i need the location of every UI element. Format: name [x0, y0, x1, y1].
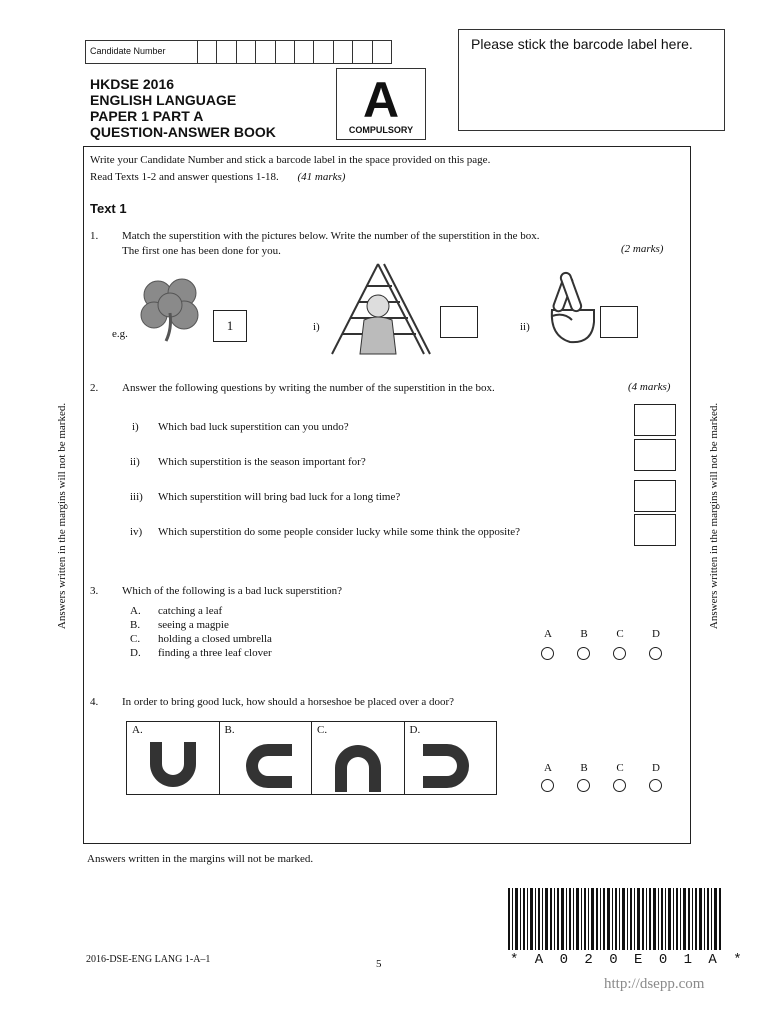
- q3-option-text: seeing a magpie: [158, 619, 229, 631]
- bottom-margin-note: Answers written in the margins will not be marked.: [87, 853, 314, 865]
- right-margin-note: Answers written in the margins will not be marked.: [708, 402, 720, 630]
- left-margin-note: Answers written in the margins will not be marked.: [56, 402, 68, 630]
- compulsory-label: COMPULSORY: [348, 125, 414, 135]
- candidate-digit-cell[interactable]: [353, 41, 372, 63]
- horseshoe-options: [127, 721, 497, 795]
- horseshoe-option-b: [219, 721, 313, 795]
- ladder-image: [326, 262, 432, 356]
- q3-answer-circle-b[interactable]: [577, 647, 590, 660]
- q2-answer-box[interactable]: [634, 514, 676, 546]
- booklet-barcode: [508, 888, 723, 950]
- horseshoe-option-label: D.: [409, 724, 421, 736]
- barcode-text: * A 0 2 0 E 0 1 A *: [510, 952, 746, 968]
- q4-text: In order to bring good luck, how should a horseshoe be placed over a door?: [122, 696, 455, 708]
- candidate-digit-cell[interactable]: [334, 41, 353, 63]
- q3-option-text: catching a leaf: [158, 605, 223, 617]
- horseshoe-option-label: C.: [317, 724, 328, 736]
- q2-part-text: Which superstition do some people consider lucky while some think the opposite?: [158, 526, 521, 538]
- q3-answer-circle-a[interactable]: [541, 647, 554, 660]
- horseshoe-open-up-image: [142, 738, 204, 794]
- source-url: http://dsepp.com: [604, 976, 705, 992]
- total-marks: (41 marks): [297, 171, 346, 183]
- q4-answer-circle-d[interactable]: [649, 779, 662, 792]
- q1-marks: (2 marks): [621, 243, 664, 255]
- candidate-digit-cell[interactable]: [295, 41, 314, 63]
- q1-number: 1.: [90, 230, 99, 242]
- clover-image: [136, 277, 206, 343]
- q4-answer-circle-c[interactable]: [613, 779, 626, 792]
- part-letter: A: [362, 72, 400, 128]
- q2-answer-box[interactable]: [634, 404, 676, 436]
- barcode-prompt: Please stick the barcode label here.: [471, 36, 693, 52]
- q1-item-i-answer-box[interactable]: [440, 306, 478, 338]
- exam-title-block: [90, 76, 276, 140]
- q1-item-i-label: i): [313, 321, 320, 333]
- q3-answer-letter: B: [580, 628, 588, 640]
- horseshoe-open-down-image: [327, 738, 389, 794]
- candidate-digit-cell[interactable]: [217, 41, 236, 63]
- candidate-digit-cell[interactable]: [198, 41, 217, 63]
- q3-option-text: holding a closed umbrella: [158, 633, 272, 645]
- q4-answer-letter: D: [652, 762, 660, 774]
- horseshoe-open-right-image: [234, 738, 296, 794]
- q1-eg-label: e.g.: [112, 328, 128, 340]
- instruction-line-2: [90, 171, 345, 183]
- q2-part-label: iii): [130, 491, 143, 503]
- q1-item-ii-answer-box[interactable]: [600, 306, 638, 338]
- q4-answer-letter: B: [580, 762, 588, 774]
- q1-item-ii-label: ii): [520, 321, 530, 333]
- horseshoe-option-label: A.: [132, 724, 143, 736]
- instruction-line-1: Write your Candidate Number and stick a barcode label in the space provided on this page.: [90, 154, 491, 166]
- horseshoe-option-c: [311, 721, 405, 795]
- q4-number: 4.: [90, 696, 99, 708]
- q2-answer-box[interactable]: [634, 439, 676, 471]
- horseshoe-option-a: [126, 721, 220, 795]
- q1-text-2: The first one has been done for you.: [122, 245, 281, 257]
- q2-part-text: Which superstition is the season important for?: [158, 456, 366, 468]
- exam-paper: PAPER 1 PART A: [90, 108, 204, 124]
- q3-answer-circle-c[interactable]: [613, 647, 626, 660]
- exam-book: QUESTION-ANSWER BOOK: [90, 124, 276, 140]
- candidate-digit-cell[interactable]: [256, 41, 275, 63]
- horseshoe-option-d: [404, 721, 498, 795]
- q2-part-text: Which superstition will bring bad luck for a long time?: [158, 491, 401, 503]
- exam-year: HKDSE 2016: [90, 76, 175, 92]
- paper-code: 2016-DSE-ENG LANG 1-A–1: [86, 954, 211, 965]
- exam-subject: ENGLISH LANGUAGE: [90, 92, 237, 108]
- q2-number: 2.: [90, 382, 99, 394]
- q4-answer-letter: C: [616, 762, 624, 774]
- q3-text: Which of the following is a bad luck superstition?: [122, 585, 342, 597]
- candidate-digit-cell[interactable]: [237, 41, 256, 63]
- q4-answer-circle-b[interactable]: [577, 779, 590, 792]
- q3-answer-letter: A: [544, 628, 552, 640]
- q2-answer-box[interactable]: [634, 480, 676, 512]
- q2-part-label: i): [132, 421, 139, 433]
- q2-marks: (4 marks): [628, 381, 671, 393]
- q3-number: 3.: [90, 585, 99, 597]
- instruction-text: Read Texts 1-2 and answer questions 1-18.: [90, 171, 279, 183]
- candidate-number-field[interactable]: [85, 40, 392, 64]
- barcode-label-area[interactable]: [458, 29, 725, 131]
- q2-text: Answer the following questions by writing the number of the superstition in the box.: [122, 382, 495, 394]
- horseshoe-open-left-image: [419, 738, 481, 794]
- candidate-number-label: Candidate Number: [86, 41, 198, 63]
- candidate-digit-cell[interactable]: [373, 41, 391, 63]
- q3-answer-circle-d[interactable]: [649, 647, 662, 660]
- q1-eg-answer-box: 1: [213, 310, 247, 342]
- q3-option-text: finding a three leaf clover: [158, 647, 272, 659]
- q3-option-letter: D.: [130, 647, 141, 659]
- q4-answer-letter: A: [544, 762, 552, 774]
- q1-text: Match the superstition with the pictures below. Write the number of the superstition in the box.: [122, 230, 540, 242]
- part-badge: [336, 68, 426, 140]
- crossed-fingers-image: [544, 266, 600, 346]
- page-number: 5: [376, 958, 382, 970]
- q3-answer-letter: C: [616, 628, 624, 640]
- q2-part-label: iv): [130, 526, 143, 538]
- q3-answer-letter: D: [652, 628, 660, 640]
- q3-option-letter: B.: [130, 619, 141, 631]
- q2-part-label: ii): [130, 456, 140, 468]
- q2-part-text: Which bad luck superstition can you undo?: [158, 421, 349, 433]
- q4-answer-circle-a[interactable]: [541, 779, 554, 792]
- candidate-digit-cell[interactable]: [276, 41, 295, 63]
- q3-option-letter: C.: [130, 633, 141, 645]
- horseshoe-option-label: B.: [224, 724, 235, 736]
- section-title: Text 1: [90, 201, 127, 216]
- candidate-digit-cell[interactable]: [314, 41, 333, 63]
- q3-option-letter: A.: [130, 605, 141, 617]
